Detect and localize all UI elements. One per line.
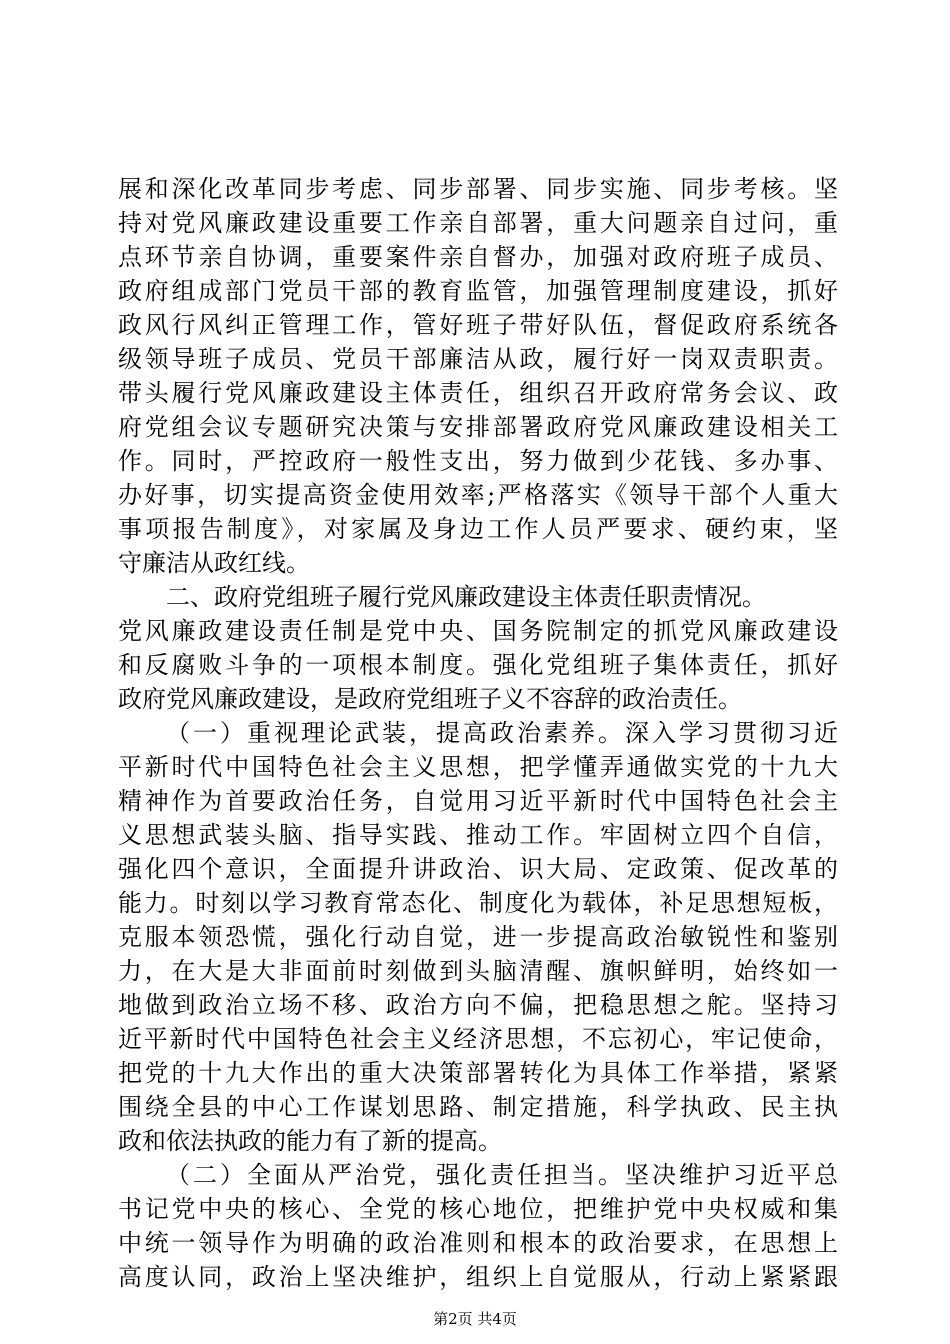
text-line: 持对党风廉政建设重要工作亲自部署，重大问题亲自过问，重	[118, 209, 838, 237]
text-line: 和反腐败斗争的一项根本制度。强化党组班子集体责任，抓好	[118, 651, 838, 679]
text-line: 事项报告制度》，对家属及身边工作人员严要求、硬约束，坚	[118, 515, 838, 543]
text-line: 点环节亲自协调，重要案件亲自督办，加强对政府班子成员、	[118, 243, 838, 271]
text-line: 围绕全县的中心工作谋划思路、制定措施，科学执政、民主执	[118, 1093, 838, 1121]
text-line: 政府组成部门党员干部的教育监管，加强管理制度建设，抓好	[118, 277, 838, 305]
text-line: 守廉洁从政红线。	[118, 549, 310, 577]
subsection-heading: （一）重视理论武装，提高政治素养。深入学习贯彻习近	[166, 719, 838, 747]
text-line: 精神作为首要政治任务，自觉用习近平新时代中国特色社会主	[118, 787, 838, 815]
text-line: 平新时代中国特色社会主义思想，把学懂弄通做实党的十九大	[118, 753, 838, 781]
text-line: 中统一领导作为明确的政治准则和根本的政治要求，在思想上	[118, 1229, 838, 1257]
text-line: 级领导班子成员、党员干部廉洁从政，履行好一岗双责职责。	[118, 345, 838, 373]
subsection-heading: （二）全面从严治党，强化责任担当。坚决维护习近平总	[166, 1161, 838, 1189]
text-line: 党风廉政建设责任制是党中央、国务院制定的抓党风廉政建设	[118, 617, 838, 645]
section-heading: 二、政府党组班子履行党风廉政建设主体责任职责情况。	[166, 583, 766, 611]
text-line: 作。同时，严控政府一般性支出，努力做到少花钱、多办事、	[118, 447, 838, 475]
text-line: 能力。时刻以学习教育常态化、制度化为载体，补足思想短板，	[118, 889, 838, 917]
text-line: 府党组会议专题研究决策与安排部署政府党风廉政建设相关工	[118, 413, 838, 441]
text-line: 办好事，切实提高资金使用效率;严格落实《领导干部个人重大	[118, 481, 838, 509]
text-line: 地做到政治立场不移、政治方向不偏，把稳思想之舵。坚持习	[118, 991, 838, 1019]
text-line: 政和依法执政的能力有了新的提高。	[118, 1127, 502, 1155]
text-line: 克服本领恐慌，强化行动自觉，进一步提高政治敏锐性和鉴别	[118, 923, 838, 951]
text-line: 力，在大是大非面前时刻做到头脑清醒、旗帜鲜明，始终如一	[118, 957, 838, 985]
text-line: 近平新时代中国特色社会主义经济思想，不忘初心，牢记使命，	[118, 1025, 838, 1053]
text-line: 带头履行党风廉政建设主体责任，组织召开政府常务会议、政	[118, 379, 838, 407]
text-line: 高度认同，政治上坚决维护，组织上自觉服从，行动上紧紧跟	[118, 1263, 838, 1291]
text-line: 把党的十九大作出的重大决策部署转化为具体工作举措，紧紧	[118, 1059, 838, 1087]
text-line: 政府党风廉政建设，是政府党组班子义不容辞的政治责任。	[118, 685, 742, 713]
text-line: 义思想武装头脑、指导实践、推动工作。牢固树立四个自信，	[118, 821, 838, 849]
text-line: 书记党中央的核心、全党的核心地位，把维护党中央权威和集	[118, 1195, 838, 1223]
text-line: 展和深化改革同步考虑、同步部署、同步实施、同步考核。坚	[118, 175, 838, 203]
page-number-footer: 第2页 共4页	[433, 1310, 517, 1328]
text-line: 强化四个意识，全面提升讲政治、识大局、定政策、促改革的	[118, 855, 838, 883]
text-line: 政风行风纠正管理工作，管好班子带好队伍，督促政府系统各	[118, 311, 838, 339]
